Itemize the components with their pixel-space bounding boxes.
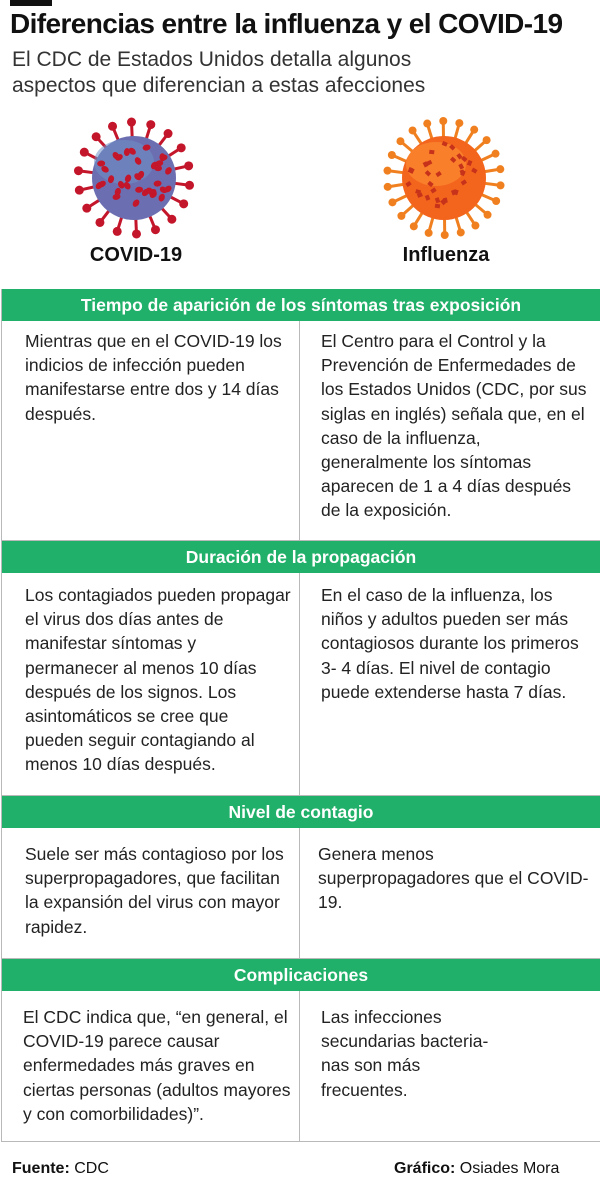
covid-column-label: COVID-19 bbox=[89, 244, 183, 266]
section-heading-complications: Complicaciones bbox=[2, 959, 600, 991]
footer-credit bbox=[394, 1160, 559, 1178]
section-row-complications bbox=[2, 991, 600, 1142]
section-heading-spread: Duración de la propagación bbox=[2, 541, 600, 573]
covid-onset-text: Mientras que en el COVID-19 los indicios de infección pueden manifestarse entre dos y 14 días después. bbox=[2, 321, 300, 540]
comparison-table bbox=[1, 289, 600, 1142]
influenza-contagion-text: Genera menos superpropagadores que el COVID-19. bbox=[318, 844, 589, 913]
influenza-onset-text: El Centro para el Control y la Prevención de Enfermedades de los Estados Unidos (CDC, por sus siglas en inglés) señala que, en el caso de la influenza, generalmente los síntomas aparecen de 1 a 4 días después de la exposición. bbox=[321, 331, 587, 521]
covid-virus-icon bbox=[72, 116, 196, 240]
influenza-spread-text: En el caso de la influenza, los niños y adultos pueden ser más contagiosos durante los primeros 3- 4 días. El nivel de contagio puede extenderse hasta 7 días. bbox=[321, 585, 579, 702]
graphic-label: Gráfico: bbox=[394, 1160, 456, 1177]
influenza-complications-text: Las infecciones secundarias bacteria- nas son más frecuentes. bbox=[321, 1007, 489, 1100]
page-title: Diferencias entre la influenza y el COVID-19 bbox=[10, 8, 563, 39]
page-subtitle: El CDC de Estados Unidos detalla algunos aspectos que diferencian a estas afecciones bbox=[12, 48, 426, 97]
influenza-column-label: Influenza bbox=[402, 244, 490, 266]
section-heading-contagion: Nivel de contagio bbox=[2, 796, 600, 828]
section-row-spread bbox=[2, 573, 600, 796]
influenza-virus-icon bbox=[382, 116, 506, 240]
covid-complications-text: El CDC indica que, “en general, el COVID-19 parece causar enfermedades más graves en ciertas personas (adultos mayores y con comorbilidades)”. bbox=[2, 991, 300, 1141]
section-heading-onset: Tiempo de aparición de los síntomas tras exposición bbox=[2, 289, 600, 321]
source-value: CDC bbox=[74, 1160, 109, 1177]
section-row-contagion bbox=[2, 828, 600, 959]
covid-contagion-text: Suele ser más contagioso por los superpropagadores, que facilitan la expansión del virus con mayor rapidez. bbox=[2, 828, 300, 958]
graphic-value: Osiades Mora bbox=[459, 1160, 560, 1177]
top-accent-bar bbox=[10, 0, 52, 6]
section-row-onset bbox=[2, 321, 600, 541]
source-label: Fuente: bbox=[12, 1160, 70, 1177]
footer-source bbox=[12, 1160, 109, 1178]
covid-spread-text: Los contagiados pueden propagar el virus dos días antes de manifestar síntomas y permanecer al menos 10 días después de los signos. Los asintomáticos se cree que pueden seguir contagiando al menos 10 días después. bbox=[2, 573, 300, 795]
